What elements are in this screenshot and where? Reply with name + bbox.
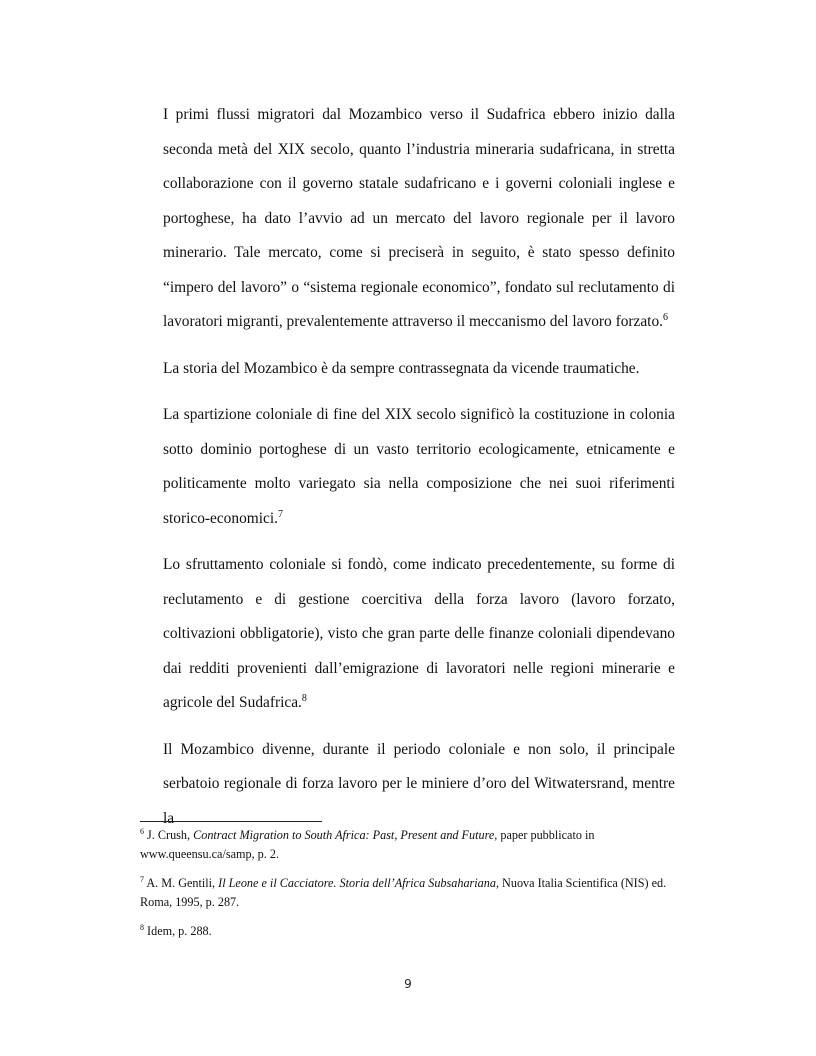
paragraph-4-text: Lo sfruttamento coloniale si fondò, come indicato precedentemente, su forme di reclutamento e di gestione coercitiva della forza lavoro (lavoro forzato, coltivazioni obbligatorie), visto che gran parte delle finanze coloniali dipendevano dai redditi provenienti dall’emigrazione di lavoratori nelle regioni minerarie e agricole del Sudafrica. [163,556,675,711]
footnote-ref-6: 6 [663,312,668,323]
paragraph-3 [163,398,675,536]
body-text [163,98,675,848]
footnote-text: Idem, p. 288. [147,924,212,938]
footnote-title: Il Leone e il Cacciatore. Storia dell’Africa Subsahariana [218,876,496,890]
footnote-details: , paper pubblicato in www.queensu.ca/samp, p. 2. [140,828,595,861]
footnote-8 [140,922,675,941]
paragraph-1 [163,98,675,340]
footnote-author: A. M. Gentili, [146,876,219,890]
paragraph-4 [163,548,675,721]
page-number: 9 [404,977,412,991]
footnote-title: Contract Migration to South Africa: Past, Present and Future [193,828,495,842]
paragraph-2 [163,352,675,387]
paragraph-2-text: La storia del Mozambico è da sempre contrassegnata da vicende traumatiche. [163,359,640,377]
footnote-number: 6 [140,827,144,836]
footnote-divider [140,821,322,822]
footnote-7 [140,874,675,912]
paragraph-3-text: La spartizione coloniale di fine del XIX secolo significò la costituzione in colonia sotto dominio portoghese di un vasto territorio ecologicamente, etnicamente e politicamente molto variegato sia nella composizione che nei suoi riferimenti storico-economici. [163,406,675,527]
paragraph-1-text: I primi flussi migratori dal Mozambico verso il Sudafrica ebbero inizio dalla seconda metà del XIX secolo, quanto l’industria mineraria sudafricana, in stretta collaborazione con il governo statale sudafricano e i governi coloniali inglese e portoghese, ha dato l’avvio ad un mercato del lavoro regionale per il lavoro minerario. Tale mercato, come si preciserà in seguito, è stato spesso definito “impero del lavoro” o “sistema regionale economico”, fondato sul reclutamento di lavoratori migranti, prevalentemente attraverso il meccanismo del lavoro forzato. [163,106,675,330]
footnote-author: J. Crush, [147,828,194,842]
footnotes [140,826,675,951]
footnote-6 [140,826,675,864]
footnote-number: 7 [140,875,144,884]
footnote-number: 8 [140,923,144,932]
paragraph-5-text: Il Mozambico divenne, durante il periodo coloniale e non solo, il principale serbatoio regionale di forza lavoro per le miniere d’oro del Witwatersrand, mentre la [163,740,675,827]
footnote-ref-7: 7 [277,508,283,520]
footnote-details: , Nuova Italia Scientifica (NIS) ed. Roma, 1995, p. 287. [140,876,667,909]
footnote-ref-8: 8 [301,693,307,704]
